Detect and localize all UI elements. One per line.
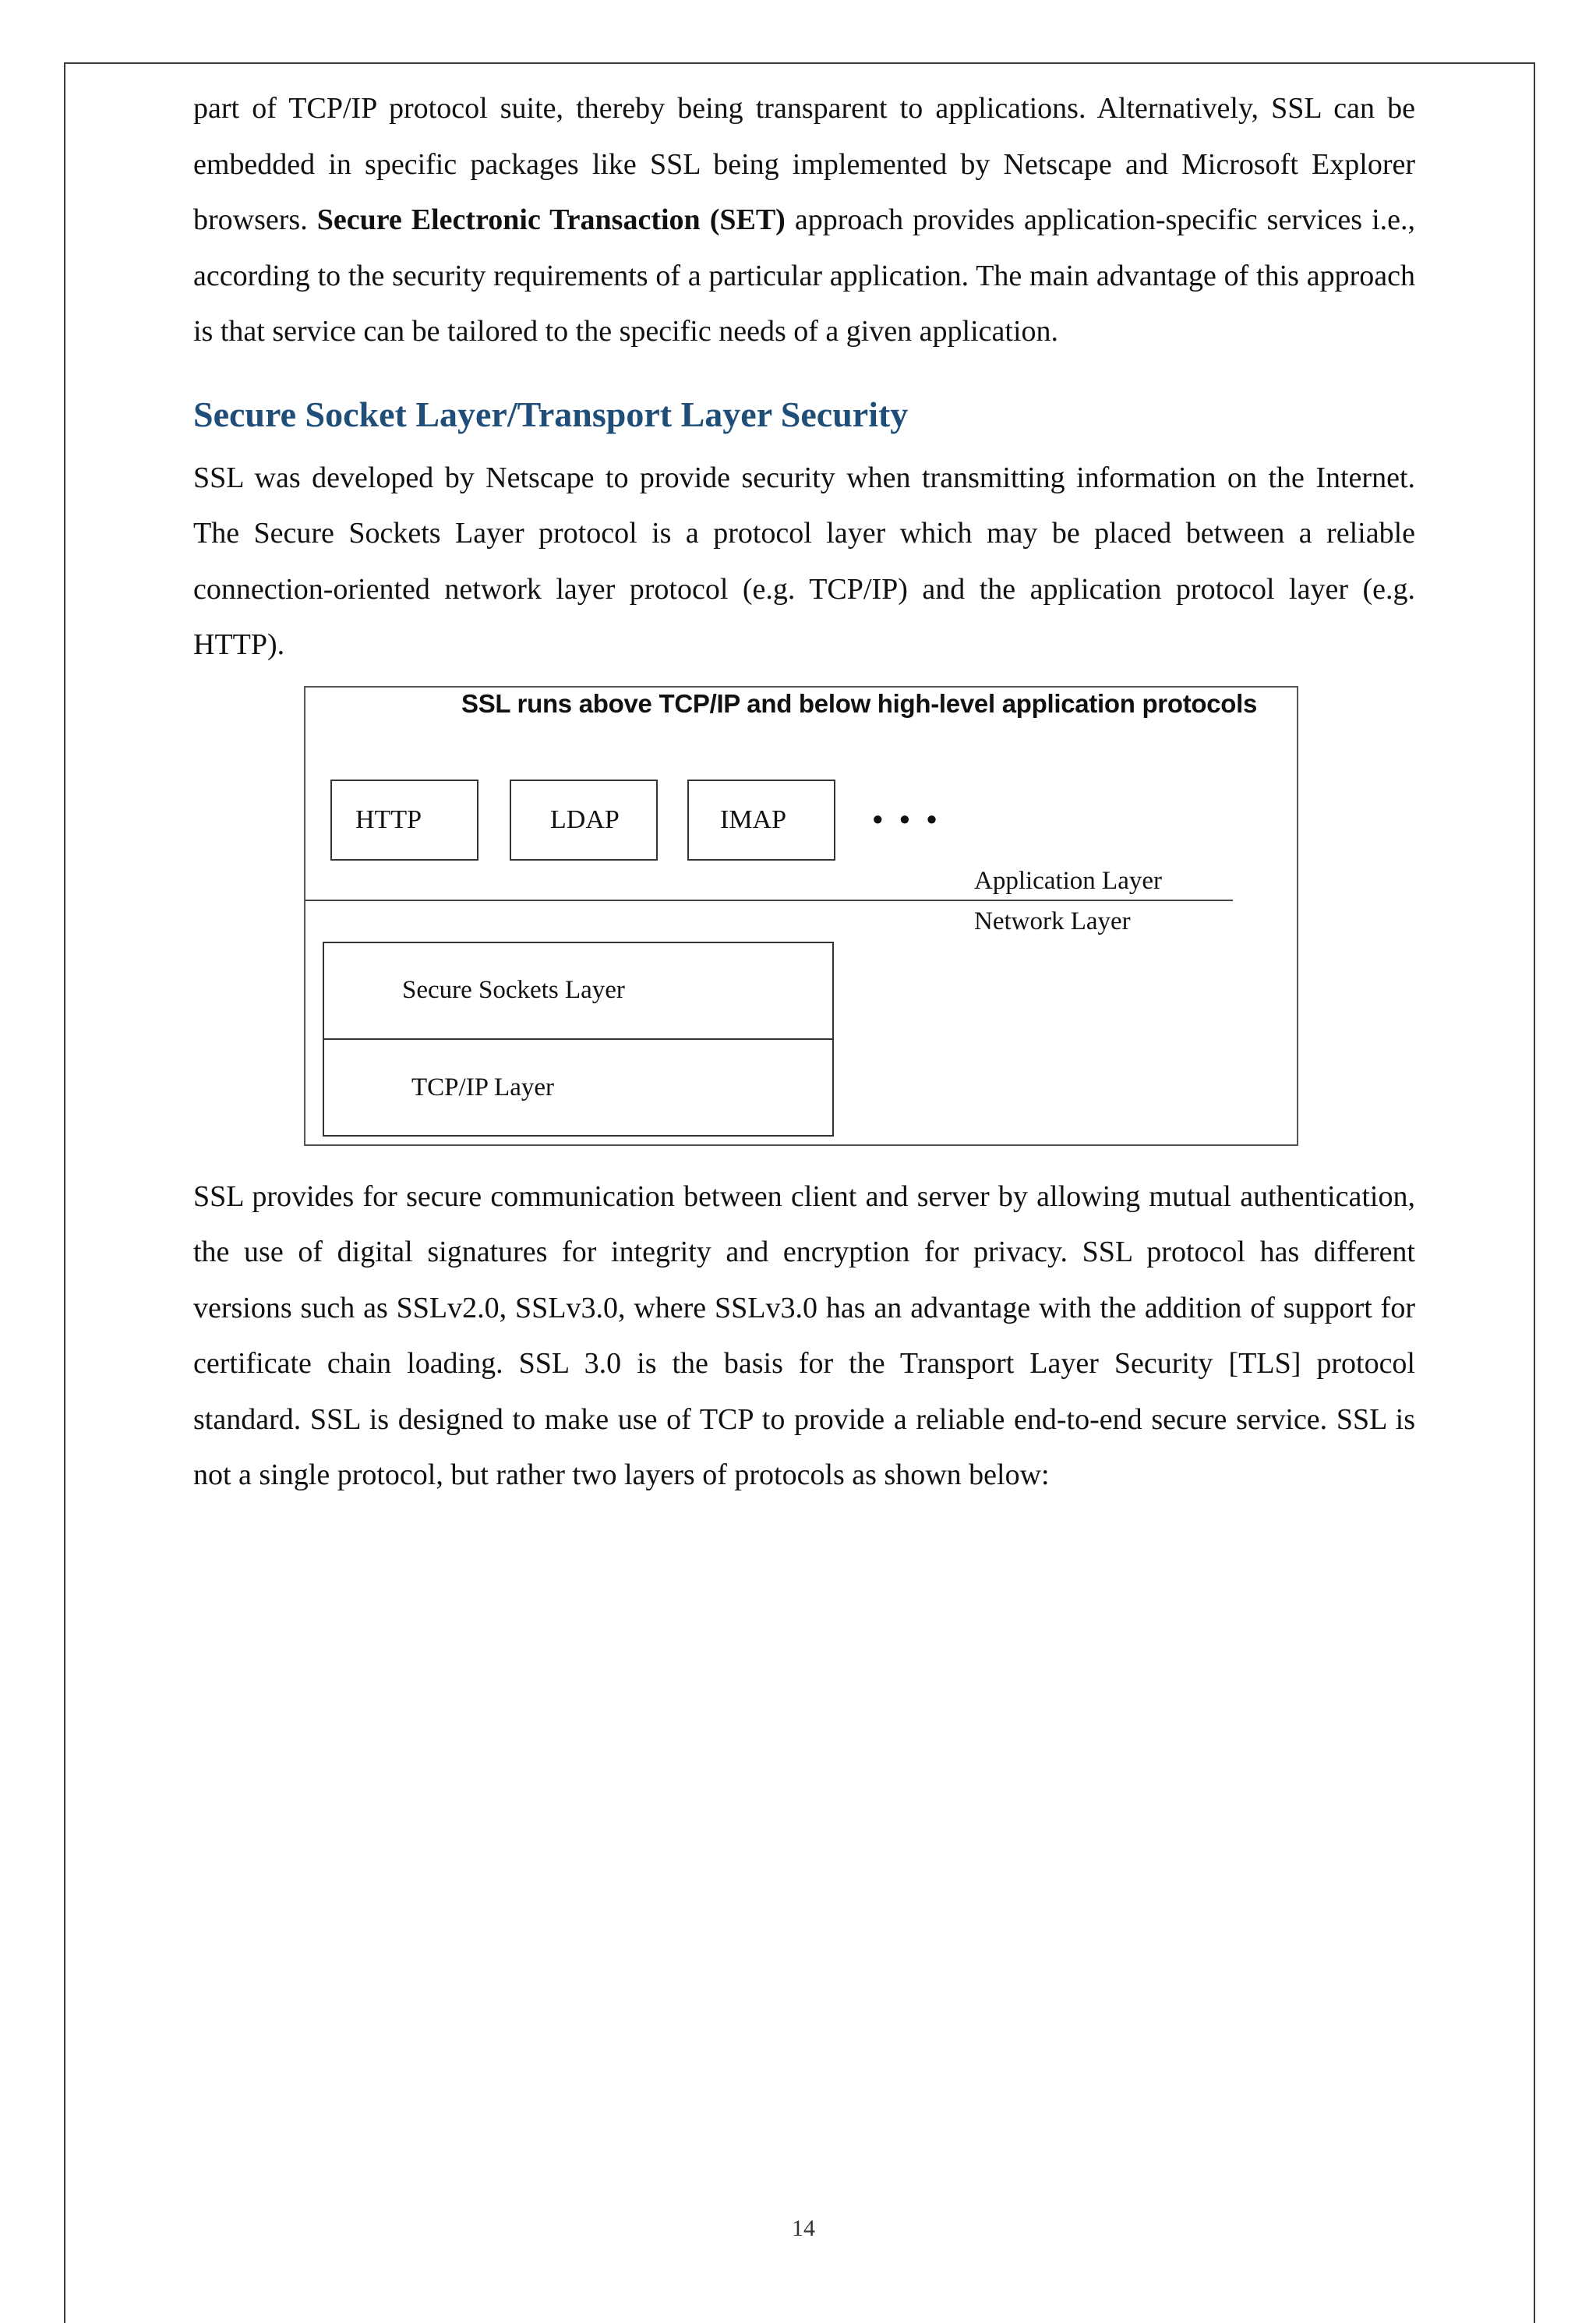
ssl-layer-label: Secure Sockets Layer <box>402 976 625 1004</box>
application-layer-label: Application Layer <box>974 866 1162 895</box>
http-box <box>330 780 478 861</box>
ldap-label: LDAP <box>550 804 620 834</box>
intro-text-start: part of TCP/IP protocol suite, thereby being transparent to applications. Alternatively, SSL can be embedded in specific packages like SSL being implemented by Netscape and Microsoft Explorer browsers. <box>193 92 1415 236</box>
ssl-intro-paragraph: SSL was developed by Netscape to provide security when transmitting information on the Internet. The Secure Sockets Layer protocol is a protocol layer which may be placed between a reliable connection-oriented network layer protocol (e.g. TCP/IP) and the application protocol layer (e.g. HTTP). <box>193 461 1415 661</box>
imap-box <box>687 780 835 861</box>
ssl-layer-diagram <box>304 686 1298 1146</box>
diagram-title: SSL runs above TCP/IP and below high-level application protocols <box>461 688 1258 718</box>
network-layer-label: Network Layer <box>974 907 1131 935</box>
ssl-details-paragraph: SSL provides for secure communication between client and server by allowing mutual authentication, the use of digital signatures for integrity and encryption for privacy. SSL protocol has different versions such as SSLv2.0, SSLv3.0, where SSLv3.0 has an advantage with the addition of support for certificate chain loading. SSL 3.0 is the basis for the Transport Layer Security [TLS] protocol standard. SSL is designed to make use of TCP to provide a reliable end-to-end secure service. SSL is not a single protocol, but rather two layers of protocols as shown below: <box>193 1179 1415 1491</box>
network-stack <box>323 942 834 1137</box>
http-label: HTTP <box>355 804 422 834</box>
section-heading: Secure Socket Layer/Transport Layer Security <box>193 394 909 434</box>
more-protocols-ellipsis: • • • <box>873 802 941 835</box>
page-content <box>193 81 1415 1504</box>
set-term: Secure Electronic Transaction (SET) <box>316 203 786 236</box>
layer-divider <box>305 900 1233 901</box>
tcpip-layer-row <box>324 1040 832 1137</box>
ssl-layer-row <box>324 943 832 1040</box>
ldap-box <box>510 780 658 861</box>
intro-text-end: approach provides application-specific services i.e., according to the security requirements of a particular application. The main advantage of this approach is that service can be tailored to the specific needs of a given application. <box>193 203 1415 348</box>
intro-paragraph <box>193 81 1415 360</box>
page-number: 14 <box>792 2215 815 2241</box>
tcpip-layer-label: TCP/IP Layer <box>411 1073 554 1101</box>
imap-label: IMAP <box>720 804 787 834</box>
